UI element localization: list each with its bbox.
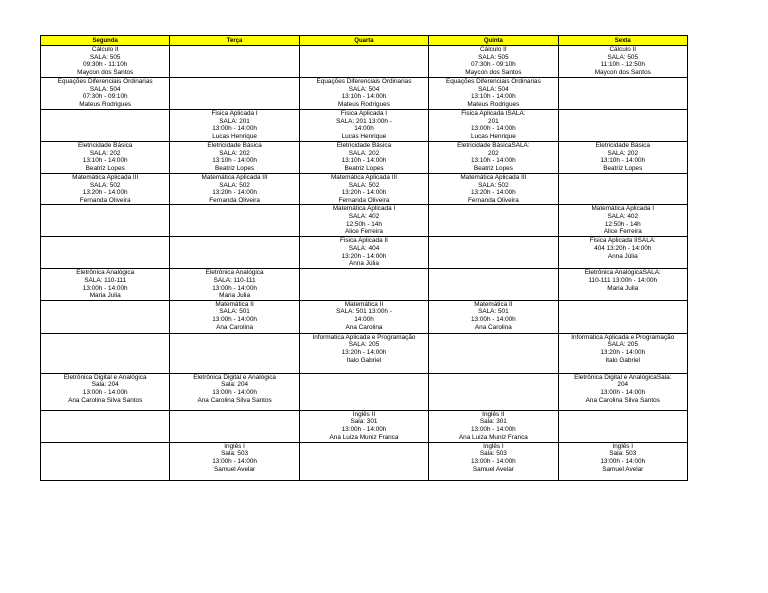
class-cell [41, 300, 170, 333]
class-line: Maria Julia [607, 284, 639, 292]
class-line: Inglês I [483, 442, 504, 450]
class-line: 13:10h - 14:00h [212, 157, 257, 165]
class-line: Sala: 503 [479, 450, 507, 458]
class-cell [558, 269, 687, 300]
class-cell [41, 237, 170, 269]
schedule-table [40, 35, 688, 481]
class-line: 07:30h - 09:10h [82, 93, 128, 101]
class-line: 13:00h - 14:00h [470, 315, 516, 323]
class-line: Mateus Rodrigues [338, 100, 390, 108]
class-line: Fernanda Oliveira [467, 196, 519, 204]
class-line: Fernanda Oliveira [338, 196, 390, 204]
class-cell [41, 142, 170, 174]
class-cell [170, 269, 299, 300]
class-line: Sala: 204 [91, 381, 119, 389]
class-line: Fisica Aplicada I [340, 110, 388, 117]
class-line: 13:00h - 14:00h [341, 425, 387, 433]
class-cell [299, 442, 428, 480]
class-line: 13:00h - 14:00h [212, 284, 257, 292]
class-cell [429, 78, 558, 110]
class-cell [41, 174, 170, 205]
schedule-row [41, 46, 688, 78]
class-line: 404 13:20h - 14:00h [594, 244, 652, 252]
class-line: Beatriz Lopes [344, 164, 384, 172]
class-line: Ana Carolina Silva Santos [585, 396, 660, 404]
class-line: Equações Diferenciais Ordinarias [445, 78, 541, 85]
class-line: SALA: 205 [607, 341, 639, 349]
schedule-row [41, 110, 688, 142]
class-cell [299, 78, 428, 110]
class-cell [558, 237, 687, 269]
class-line: 13:00h - 14:00h [470, 425, 516, 433]
class-line: 13:00h - 14:00h [212, 457, 257, 465]
class-line: Eletrônica Digital e AnalógicaSala: [574, 373, 672, 381]
class-line: SALA: 201 13:00h - [336, 117, 392, 125]
class-line: 202 [488, 149, 499, 157]
class-cell [299, 46, 428, 78]
class-line: Samuel Avelar [602, 465, 644, 473]
class-line: Italo Gabriel [346, 356, 382, 364]
class-line: Matemática II [344, 300, 384, 308]
class-line: 13:10h - 14:00h [470, 93, 516, 101]
class-cell [170, 174, 299, 205]
class-line: Maycon dos Santos [594, 68, 651, 76]
class-line: Matemática II [474, 300, 513, 308]
class-line: 13:20h - 14:00h [212, 189, 257, 197]
class-line: Fisica Aplicada ISALA: [461, 110, 526, 117]
class-line: Maycon dos Santos [465, 68, 522, 76]
schedule-body [41, 46, 688, 481]
class-line: Eletricidade Básica [595, 142, 650, 149]
day-header-row [41, 36, 688, 46]
class-line: Anna Júlia [349, 260, 379, 268]
class-line: 13:20h - 14:00h [341, 252, 387, 260]
class-line: Ana Luiza Muniz Franca [458, 433, 528, 441]
day-header-quinta: Quinta [429, 36, 558, 46]
class-line: Inglês I [224, 442, 245, 450]
class-line: Samuel Avelar [214, 465, 256, 473]
class-cell [299, 269, 428, 300]
class-line: Ana Luiza Muniz Franca [329, 433, 399, 441]
class-line: SALA: 502 [478, 181, 509, 189]
class-cell [41, 373, 170, 410]
class-line: Maria Julia [89, 292, 121, 300]
class-line: Mateus Rodrigues [467, 100, 520, 108]
class-line: SALA: 502 [89, 181, 121, 189]
class-line: Mateus Rodrigues [79, 100, 132, 108]
schedule-row [41, 300, 688, 333]
class-line: SALA: 504 [478, 85, 509, 93]
class-cell [170, 78, 299, 110]
class-line: Matemática Aplicada I [332, 205, 396, 213]
day-header-terca: Terça [170, 36, 299, 46]
class-cell [558, 442, 687, 480]
class-line: Equações Diferenciais Ordinarias [57, 78, 153, 85]
class-cell [429, 442, 558, 480]
class-line: 13:00h - 14:00h [470, 457, 516, 465]
class-cell [299, 373, 428, 410]
class-line: 12:50h - 14h [346, 220, 382, 228]
class-line: 13:20h - 14:00h [82, 189, 128, 197]
class-line: Matemática Aplicada III [460, 174, 527, 181]
class-cell [429, 373, 558, 410]
class-line: SALA: 110-111 [84, 276, 127, 284]
class-line: Alice Ferreira [603, 228, 642, 236]
schedule-row [41, 269, 688, 300]
class-cell [170, 46, 299, 78]
class-line: 12:50h - 14h [604, 220, 641, 228]
class-cell [41, 110, 170, 142]
class-line: 13:10h - 14:00h [470, 157, 516, 165]
class-line: 13:20h - 14:00h [600, 348, 646, 356]
class-line: Sala: 301 [479, 418, 507, 426]
schedule-row [41, 78, 688, 110]
class-cell [299, 142, 428, 174]
class-line: SALA: 202 [607, 149, 639, 157]
class-cell [429, 410, 558, 442]
class-line: SALA: 504 [348, 85, 380, 93]
class-line: Inglês II [352, 410, 376, 418]
class-line: 13:00h - 14:00h [600, 457, 646, 465]
class-cell [299, 300, 428, 333]
class-line: 13:10h - 14:00h [341, 157, 387, 165]
class-cell [170, 205, 299, 237]
class-cell [429, 46, 558, 78]
class-cell [170, 442, 299, 480]
day-header-quarta: Quarta [299, 36, 428, 46]
class-line: 201 [488, 117, 499, 125]
class-line: 14:00h [354, 315, 374, 323]
class-line: SALA: 404 [348, 244, 380, 252]
schedule-row [41, 442, 688, 480]
class-line: 13:00h - 14:00h [212, 388, 257, 396]
class-line: Eletricidade Básica [207, 142, 262, 149]
day-header-segunda: Segunda [41, 36, 170, 46]
class-line: Beatriz Lopes [215, 164, 255, 172]
class-line: SALA: 202 [89, 149, 121, 157]
class-line: SALA: 505 [478, 53, 509, 61]
class-line: Samuel Avelar [472, 465, 514, 473]
class-line: 13:10h - 14:00h [600, 157, 646, 165]
class-cell [170, 142, 299, 174]
class-line: Italo Gabriel [605, 356, 640, 364]
class-line: SALA: 501 [478, 308, 509, 316]
class-line: SALA: 502 [219, 181, 250, 189]
class-cell [170, 410, 299, 442]
schedule-row [41, 373, 688, 410]
schedule-row [41, 410, 688, 442]
class-cell [170, 333, 299, 373]
class-line: SALA: 110-111 [213, 276, 256, 284]
class-line: SALA: 201 [219, 117, 250, 125]
class-line: Matemática Aplicada I [591, 205, 655, 213]
class-line: SALA: 402 [348, 212, 380, 220]
class-line: 09:30h - 11:10h [83, 61, 128, 69]
class-line: SALA: 202 [219, 149, 250, 157]
class-line: Fisica Aplicada IISALA: [589, 237, 656, 245]
class-cell [558, 174, 687, 205]
class-cell [41, 205, 170, 237]
schedule-row [41, 237, 688, 269]
class-line: Eletricidade BásicaSALA: [457, 142, 530, 149]
class-line: SALA: 501 [219, 308, 250, 316]
class-cell [558, 78, 687, 110]
class-line: Lucas Henrique [341, 132, 387, 140]
schedule-row [41, 174, 688, 205]
class-line: Fisica Aplicada II [340, 237, 388, 245]
class-line: Maycon dos Santos [77, 68, 134, 76]
class-line: Lucas Henrique [470, 132, 516, 140]
class-line: Ana Carolina Silva Santos [68, 396, 143, 404]
class-cell [299, 410, 428, 442]
class-cell [299, 237, 428, 269]
class-line: 13:20h - 14:00h [341, 189, 387, 197]
class-cell [429, 237, 558, 269]
class-line: Ana Carolina [474, 323, 512, 331]
class-line: Maria Julia [219, 292, 251, 300]
class-line: Beatriz Lopes [473, 164, 513, 172]
class-cell [41, 442, 170, 480]
schedule-row [41, 142, 688, 174]
class-line: 11:10h - 12:50h [600, 61, 645, 69]
class-line: 13:10h - 14:00h [341, 93, 387, 101]
class-line: Ana Carolina [216, 323, 254, 331]
class-line: Matemática Aplicada III [201, 174, 268, 181]
class-line: Matemática Aplicada III [72, 174, 139, 181]
class-line: SALA: 502 [348, 181, 380, 189]
class-line: Cálculo II [91, 46, 119, 53]
class-line: SALA: 205 [348, 341, 380, 349]
class-line: SALA: 501 13:00h - [336, 308, 392, 316]
class-line: Eletrônica Digital e Analógica [193, 373, 276, 381]
class-cell [429, 333, 558, 373]
class-line: Beatriz Lopes [85, 164, 125, 172]
class-cell [558, 300, 687, 333]
class-cell [558, 142, 687, 174]
class-line: 13:00h - 14:00h [212, 125, 257, 133]
class-line: 13:00h - 14:00h [82, 388, 128, 396]
class-line: Ana Carolina Silva Santos [197, 396, 272, 404]
class-line: 13:00h - 14:00h [600, 388, 646, 396]
class-line: Eletrônica Analógica [76, 269, 135, 277]
class-line: SALA: 202 [348, 149, 380, 157]
class-line: Eletricidade Básica [78, 142, 133, 149]
class-line: Alice Ferreira [344, 228, 383, 236]
class-cell [299, 333, 428, 373]
class-line: Equações Diferenciais Ordinarias [316, 78, 412, 85]
class-cell [558, 373, 687, 410]
class-line: Informatica Aplicada e Programação [312, 333, 416, 341]
class-cell [429, 142, 558, 174]
schedule-row [41, 205, 688, 237]
class-line: Matemática II [215, 300, 254, 308]
class-line: Anna Júlia [607, 252, 638, 260]
class-line: SALA: 402 [607, 212, 639, 220]
class-cell [429, 174, 558, 205]
schedule-row [41, 333, 688, 373]
class-cell [299, 174, 428, 205]
class-line: 07:30h - 09:10h [470, 61, 516, 69]
class-cell [41, 269, 170, 300]
class-line: 14:00h [354, 125, 374, 133]
class-cell [41, 410, 170, 442]
class-cell [429, 269, 558, 300]
class-line: Fernanda Oliveira [79, 196, 131, 204]
class-cell [299, 110, 428, 142]
class-line: Sala: 503 [609, 450, 637, 458]
class-line: Fernanda Oliveira [209, 196, 260, 204]
class-cell [41, 78, 170, 110]
class-cell [170, 110, 299, 142]
class-line: SALA: 505 [607, 53, 639, 61]
class-line: SALA: 505 [89, 53, 121, 61]
class-line: Sala: 204 [221, 381, 249, 389]
class-line: 13:10h - 14:00h [82, 157, 128, 165]
class-line: Eletrônica AnalógicaSALA: [584, 269, 661, 277]
class-line: Inglês I [612, 442, 634, 450]
class-line: Eletrônica Digital e Analógica [63, 373, 147, 381]
class-cell [558, 110, 687, 142]
class-line: Informatica Aplicada e Programação [571, 333, 675, 341]
class-line: Cálculo II [609, 46, 637, 53]
class-cell [429, 300, 558, 333]
class-line: Beatriz Lopes [603, 164, 643, 172]
class-cell [41, 46, 170, 78]
class-cell [558, 333, 687, 373]
class-line: Eletricidade Básica [336, 142, 392, 149]
class-line: Sala: 503 [221, 450, 249, 458]
class-line: Ana Carolina [345, 323, 383, 331]
class-cell [170, 237, 299, 269]
class-cell [170, 373, 299, 410]
class-line: 13:20h - 14:00h [470, 189, 516, 197]
class-line: Inglês II [482, 410, 505, 418]
class-cell [429, 110, 558, 142]
class-line: Cálculo II [480, 46, 507, 53]
class-line: 13:00h - 14:00h [82, 284, 128, 292]
class-cell [41, 333, 170, 373]
class-line: 13:00h - 14:00h [470, 125, 516, 133]
class-cell [429, 205, 558, 237]
class-cell [558, 46, 687, 78]
class-cell [558, 205, 687, 237]
class-line: Matemática Aplicada III [330, 174, 398, 181]
class-line: Lucas Henrique [212, 132, 257, 140]
class-cell [299, 205, 428, 237]
day-header-sexta: Sexta [558, 36, 687, 46]
class-line: Eletrônica Analógica [205, 269, 264, 277]
class-cell [170, 300, 299, 333]
class-line: 13:00h - 14:00h [212, 315, 257, 323]
class-line: 110-111 13:00h - 14:00h [588, 276, 658, 284]
class-line: 13:20h - 14:00h [341, 348, 387, 356]
class-line: 204 [617, 381, 629, 389]
class-cell [558, 410, 687, 442]
class-line: Sala: 301 [350, 418, 378, 426]
class-line: SALA: 504 [89, 85, 121, 93]
class-line: Fisica Aplicada I [211, 110, 258, 117]
